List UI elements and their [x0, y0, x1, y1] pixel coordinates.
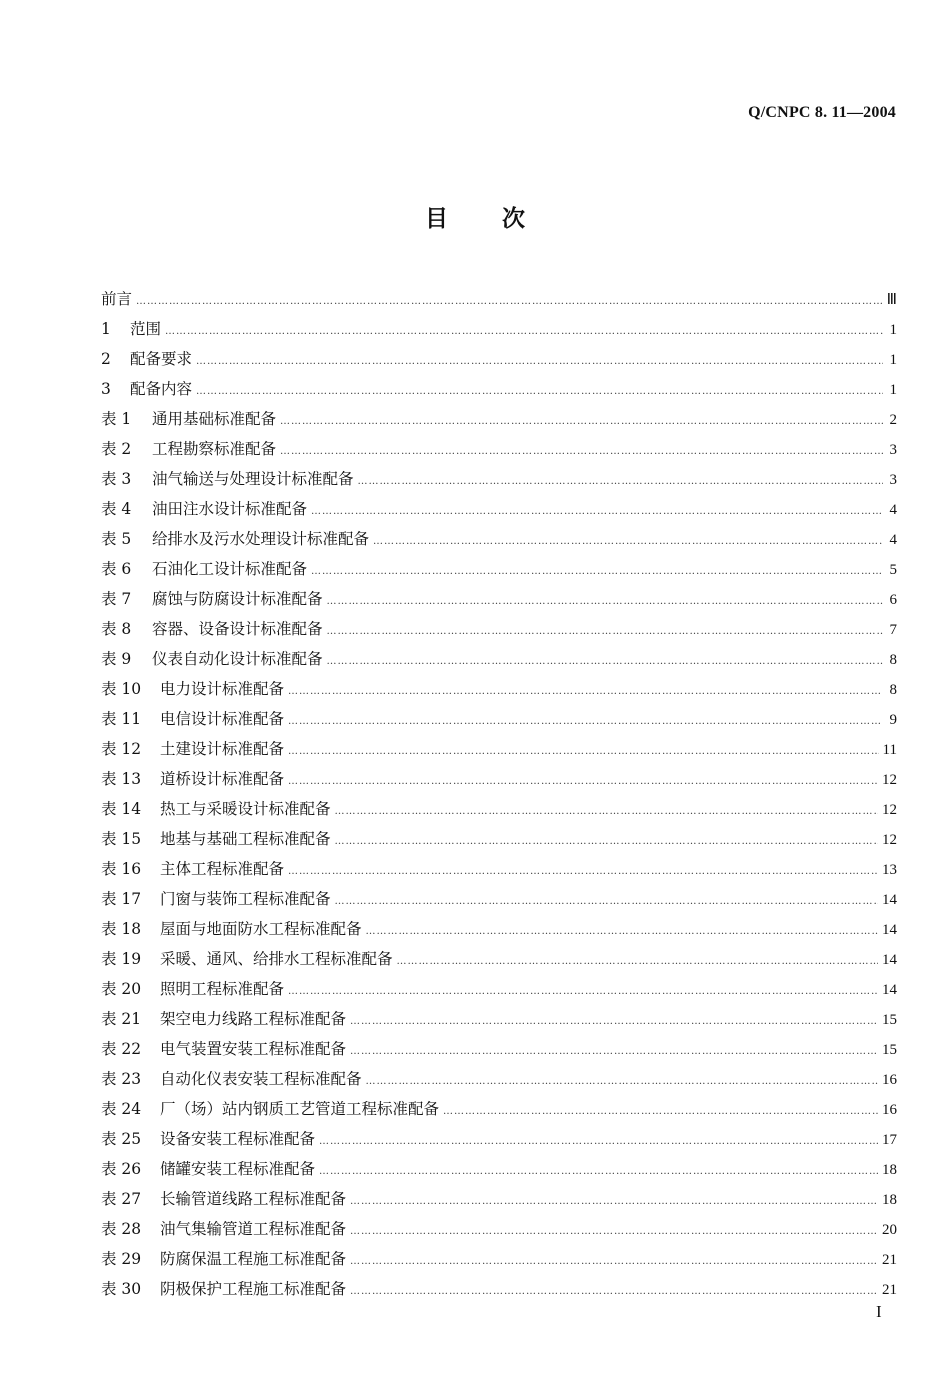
leader-dots: [350, 1007, 878, 1037]
toc-entry[interactable]: [101, 794, 897, 824]
leader-dots: [366, 1067, 878, 1097]
toc-entry-page: 14: [882, 892, 897, 908]
toc-entry-label: 设备安装工程标准配备: [160, 1130, 316, 1148]
toc-entry-page: 12: [882, 832, 897, 848]
toc-entry-label: 阴极保护工程施工标准配备: [160, 1280, 347, 1298]
toc-entry-label: 油田注水设计标准配备: [152, 500, 308, 518]
toc-entry-page: 12: [882, 772, 897, 788]
toc-entry-page: 13: [882, 862, 897, 878]
toc-entry[interactable]: [101, 854, 897, 884]
toc-entry-page: 11: [882, 742, 897, 758]
toc-entry[interactable]: [101, 584, 897, 614]
leader-dots: [311, 557, 883, 587]
toc-entry-page: 8: [889, 652, 897, 668]
leader-dots: [327, 647, 883, 677]
toc-entry-label: 道桥设计标准配备: [160, 770, 285, 788]
toc-entry-page: 6: [889, 592, 897, 608]
toc-entry-label: 油气输送与处理设计标准配备: [152, 470, 354, 488]
toc-entry-number: 表 28: [101, 1220, 142, 1238]
toc-entry[interactable]: [101, 1004, 897, 1034]
leader-dots: [319, 1157, 878, 1187]
toc-entry-label: 储罐安装工程标准配备: [160, 1160, 316, 1178]
toc-entry-number: 2: [101, 350, 111, 368]
toc-entry-label: 配备内容: [130, 380, 193, 398]
toc-entry[interactable]: [101, 1184, 897, 1214]
toc-entry-number: 表 25: [101, 1130, 142, 1148]
toc-entry-label: 主体工程标准配备: [160, 860, 285, 878]
leader-dots: [366, 917, 878, 947]
toc-entry-number: 表 23: [101, 1070, 142, 1088]
toc-entry-label: 土建设计标准配备: [160, 740, 285, 758]
toc-entry[interactable]: [101, 1034, 897, 1064]
toc-entry-label: 电力设计标准配备: [160, 680, 285, 698]
toc-entry-page: 1: [889, 382, 897, 398]
toc-entry-page: 5: [889, 562, 897, 578]
toc-entry[interactable]: [101, 1124, 897, 1154]
toc-entry-label: 架空电力线路工程标准配备: [160, 1010, 347, 1028]
toc-entry[interactable]: [101, 404, 897, 434]
leader-dots: [288, 707, 883, 737]
toc-entry-page: 15: [882, 1012, 897, 1028]
toc-entry[interactable]: [101, 944, 897, 974]
toc-entry-label: 腐蚀与防腐设计标准配备: [152, 590, 323, 608]
toc-entry-number: 表 5: [101, 530, 132, 548]
toc-entry-label: 仪表自动化设计标准配备: [152, 650, 323, 668]
leader-dots: [280, 437, 883, 467]
toc-entry[interactable]: [101, 974, 897, 1004]
toc-entry-number: 表 2: [101, 440, 132, 458]
toc-entry-number: 表 22: [101, 1040, 142, 1058]
toc-entry[interactable]: [101, 344, 897, 374]
toc-entry[interactable]: [101, 1214, 897, 1244]
toc-entry[interactable]: [101, 494, 897, 524]
leader-dots: [350, 1277, 878, 1307]
toc-entry-number: 表 27: [101, 1190, 142, 1208]
toc-entry-label: 给排水及污水处理设计标准配备: [152, 530, 370, 548]
toc-entry-number: 表 20: [101, 980, 142, 998]
toc-entry-label: 屋面与地面防水工程标准配备: [160, 920, 362, 938]
toc-entry-label: 电气装置安装工程标准配备: [160, 1040, 347, 1058]
toc-entry-page: 8: [889, 682, 897, 698]
toc-entry-page: 20: [882, 1222, 897, 1238]
toc-entry-label: 照明工程标准配备: [160, 980, 285, 998]
toc-entry-page: 14: [882, 982, 897, 998]
toc-entry-label: 防腐保温工程施工标准配备: [160, 1250, 347, 1268]
toc-entry-page: 7: [889, 622, 897, 638]
leader-dots: [319, 1127, 878, 1157]
leader-dots: [327, 617, 883, 647]
toc-entry-label: 地基与基础工程标准配备: [160, 830, 331, 848]
leader-dots: [288, 767, 878, 797]
toc-entry-number: 表 19: [101, 950, 142, 968]
page-folio: I: [876, 1302, 882, 1321]
toc-entry-number: 表 21: [101, 1010, 142, 1028]
toc-entry-page: 3: [889, 472, 897, 488]
toc-entry-number: 表 12: [101, 740, 142, 758]
toc-entry-page: 16: [882, 1072, 897, 1088]
toc-entry-page: 1: [889, 352, 897, 368]
toc-entry-page: 4: [889, 502, 897, 518]
leader-dots: [288, 677, 883, 707]
leader-dots: [335, 827, 878, 857]
document-number: Q/CNPC 8. 11—2004: [748, 104, 896, 121]
toc-entry[interactable]: [101, 704, 897, 734]
toc-entry-page: 18: [882, 1192, 897, 1208]
toc-entry[interactable]: [101, 764, 897, 794]
leader-dots: [136, 287, 883, 317]
toc-entry-number: 表 29: [101, 1250, 142, 1268]
leader-dots: [196, 347, 883, 377]
toc-entry-number: 表 4: [101, 500, 132, 518]
toc-entry-number: 表 15: [101, 830, 142, 848]
toc-entry-page: 12: [882, 802, 897, 818]
toc-entry-number: 3: [101, 380, 111, 398]
leader-dots: [327, 587, 883, 617]
toc-entry-label: 工程勘察标准配备: [152, 440, 277, 458]
toc-entry-page: 9: [889, 712, 897, 728]
toc-entry-page: 15: [882, 1042, 897, 1058]
toc-entry-number: 1: [101, 320, 111, 338]
toc-entry-number: 表 30: [101, 1280, 142, 1298]
toc-entry-label: 通用基础标准配备: [152, 410, 277, 428]
toc-entry-number: 表 10: [101, 680, 142, 698]
toc-entry[interactable]: [101, 554, 897, 584]
table-of-contents: [101, 284, 897, 1304]
toc-title: [0, 200, 950, 233]
toc-entry-page: 3: [889, 442, 897, 458]
toc-entry-label: 长输管道线路工程标准配备: [160, 1190, 347, 1208]
toc-entry[interactable]: [101, 434, 897, 464]
toc-entry[interactable]: [101, 464, 897, 494]
toc-entry-page: 14: [882, 922, 897, 938]
toc-title-char-2: 次: [502, 206, 525, 232]
toc-entry[interactable]: [101, 314, 897, 344]
toc-entry[interactable]: [101, 1094, 897, 1124]
toc-entry-page: 21: [882, 1282, 897, 1298]
leader-dots: [443, 1097, 878, 1127]
toc-entry[interactable]: [101, 1274, 897, 1304]
toc-entry-label: 采暖、通风、给排水工程标准配备: [160, 950, 393, 968]
toc-entry[interactable]: [101, 374, 897, 404]
leader-dots: [350, 1037, 878, 1067]
toc-entry[interactable]: [101, 284, 897, 314]
toc-entry-number: 表 6: [101, 560, 132, 578]
toc-entry-page: 4: [889, 532, 897, 548]
leader-dots: [196, 377, 883, 407]
toc-entry-label: 自动化仪表安装工程标准配备: [160, 1070, 362, 1088]
leader-dots: [288, 857, 878, 887]
leader-dots: [335, 887, 878, 917]
toc-entry[interactable]: [101, 824, 897, 854]
toc-entry-number: 表 7: [101, 590, 132, 608]
leader-dots: [165, 317, 883, 347]
leader-dots: [397, 947, 878, 977]
toc-entry-label: 门窗与装饰工程标准配备: [160, 890, 331, 908]
toc-entry-page: 17: [882, 1132, 897, 1148]
leader-dots: [358, 467, 883, 497]
toc-entry-page: 2: [889, 412, 897, 428]
toc-entry-number: 表 11: [101, 710, 142, 728]
toc-entry-page: Ⅲ: [886, 292, 897, 308]
toc-entry[interactable]: [101, 674, 897, 704]
leader-dots: [335, 797, 878, 827]
toc-entry-label: 容器、设备设计标准配备: [152, 620, 323, 638]
toc-entry[interactable]: [101, 524, 897, 554]
toc-entry-number: 表 26: [101, 1160, 142, 1178]
toc-entry[interactable]: [101, 644, 897, 674]
leader-dots: [288, 737, 879, 767]
toc-entry-number: 表 13: [101, 770, 142, 788]
leader-dots: [288, 977, 878, 1007]
toc-entry-label: 电信设计标准配备: [160, 710, 285, 728]
toc-entry-label: 前言: [101, 290, 133, 308]
toc-entry-label: 范围: [130, 320, 162, 338]
toc-title-char-1: 目: [425, 206, 448, 232]
toc-entry-page: 21: [882, 1252, 897, 1268]
toc-entry-number: 表 17: [101, 890, 142, 908]
toc-entry-number: 表 8: [101, 620, 132, 638]
toc-entry-page: 18: [882, 1162, 897, 1178]
toc-entry[interactable]: [101, 614, 897, 644]
toc-entry-number: 表 16: [101, 860, 142, 878]
toc-entry[interactable]: [101, 1154, 897, 1184]
toc-entry[interactable]: [101, 914, 897, 944]
leader-dots: [311, 497, 883, 527]
toc-entry-number: 表 24: [101, 1100, 142, 1118]
leader-dots: [350, 1187, 878, 1217]
toc-entry-number: 表 14: [101, 800, 142, 818]
toc-entry[interactable]: [101, 884, 897, 914]
leader-dots: [350, 1247, 878, 1277]
toc-entry[interactable]: [101, 1064, 897, 1094]
leader-dots: [373, 527, 883, 557]
toc-entry-page: 16: [882, 1102, 897, 1118]
toc-entry-label: 配备要求: [130, 350, 193, 368]
toc-entry-label: 油气集输管道工程标准配备: [160, 1220, 347, 1238]
toc-entry-number: 表 9: [101, 650, 132, 668]
toc-entry-label: 热工与采暖设计标准配备: [160, 800, 331, 818]
toc-entry[interactable]: [101, 734, 897, 764]
toc-entry-page: 1: [889, 322, 897, 338]
toc-entry[interactable]: [101, 1244, 897, 1274]
toc-entry-page: 14: [882, 952, 897, 968]
toc-entry-number: 表 1: [101, 410, 132, 428]
leader-dots: [280, 407, 883, 437]
toc-entry-label: 石油化工设计标准配备: [152, 560, 308, 578]
toc-entry-label: 厂（场）站内钢质工艺管道工程标准配备: [160, 1100, 440, 1118]
toc-entry-number: 表 3: [101, 470, 132, 488]
leader-dots: [350, 1217, 878, 1247]
toc-entry-number: 表 18: [101, 920, 142, 938]
